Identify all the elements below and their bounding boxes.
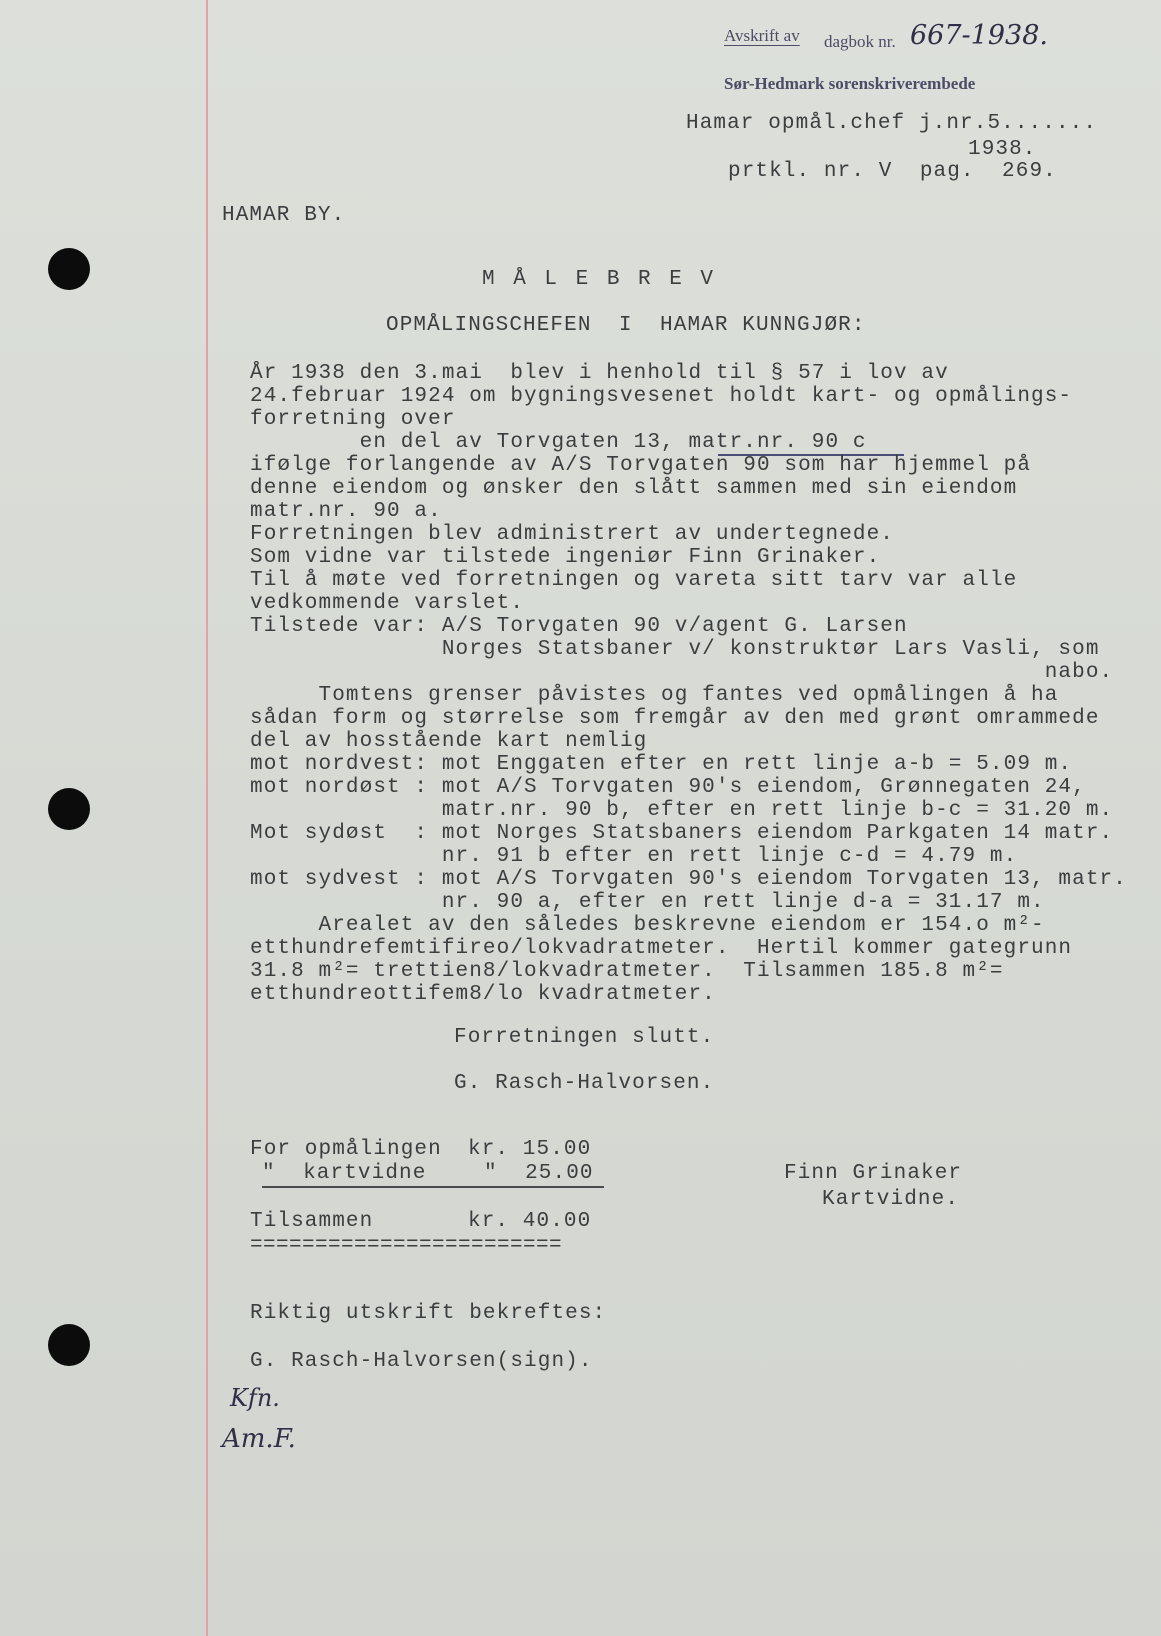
protocol-reference: prtkl. nr. V pag. 269. bbox=[728, 160, 1057, 183]
witness-name: Finn Grinaker bbox=[784, 1162, 963, 1185]
body-line: denne eiendom og ønsker den slått sammen med sin eiendom bbox=[250, 477, 1018, 500]
punch-hole bbox=[48, 1324, 90, 1366]
body-line: Tilstede var: A/S Torvgaten 90 v/agent G. Larsen bbox=[250, 615, 908, 638]
stamp-office: Sør-Hedmark sorenskriverembede bbox=[724, 74, 976, 93]
stamp-avskrift: Avskrift av bbox=[724, 26, 800, 45]
body-line: matr.nr. 90 b, efter en rett linje b-c = 31.20 m. bbox=[250, 799, 1114, 822]
body-line: 24.februar 1924 om bygningsvesenet holdt kart- og opmålings- bbox=[250, 385, 1073, 408]
certification-line: Riktig utskrift bekreftes: bbox=[250, 1302, 607, 1325]
fee-label: " kartvidne bbox=[262, 1162, 427, 1185]
total-amount: kr. 40.00 bbox=[468, 1210, 592, 1233]
witness-role: Kartvidne. bbox=[822, 1188, 960, 1211]
announcement-heading: OPMÅLINGSCHEFEN I HAMAR KUNNGJØR: bbox=[386, 314, 866, 337]
body-line: nr. 91 b efter en rett linje c-d = 4.79 m. bbox=[250, 845, 1018, 868]
body-line: Arealet av den således beskrevne eiendom er 154.o m²- bbox=[250, 914, 1045, 937]
body-line: Mot sydøst : mot Norges Statsbaners eiendom Parkgaten 14 matr. bbox=[250, 822, 1114, 845]
body-line: mot sydvest : mot A/S Torvgaten 90's eiendom Torvgaten 13, matr. bbox=[250, 868, 1127, 891]
total-label: Tilsammen bbox=[250, 1210, 374, 1233]
body-line: År 1938 den 3.mai blev i henhold til § 57 i lov av bbox=[250, 362, 949, 385]
body-line: en del av Torvgaten 13, matr.nr. 90 c bbox=[250, 431, 867, 454]
body-line: Norges Statsbaner v/ konstruktør Lars Vasli, som bbox=[250, 638, 1100, 661]
dagbok-number: 667-1938. bbox=[910, 20, 1048, 51]
fee-label: For opmålingen bbox=[250, 1138, 442, 1161]
body-line: 31.8 m²= trettien8/lokvadratmeter. Tilsammen 185.8 m²= bbox=[250, 960, 1004, 983]
stamp-dagbok: dagbok nr. bbox=[824, 32, 896, 51]
punch-hole bbox=[48, 248, 90, 290]
fee-amount: " 25.00 bbox=[484, 1162, 594, 1185]
body-line: nr. 90 a, efter en rett linje d-a = 31.17 m. bbox=[250, 891, 1045, 914]
body-line: etthundrefemtifireo/lokvadratmeter. Hertil kommer gategrunn bbox=[250, 937, 1073, 960]
body-line: nabo. bbox=[250, 661, 1114, 684]
body-line: Forretningen blev administrert av undertegnede. bbox=[250, 523, 894, 546]
fee-underline bbox=[262, 1186, 604, 1188]
signature: G. Rasch-Halvorsen. bbox=[454, 1072, 715, 1095]
body-line: del av hosstående kart nemlig bbox=[250, 730, 648, 753]
double-rule: ======================== bbox=[250, 1234, 563, 1257]
body-line: matr.nr. 90 a. bbox=[250, 500, 442, 523]
body-line: Til å møte ved forretningen og vareta sitt tarv var alle bbox=[250, 569, 1018, 592]
place-heading: HAMAR BY. bbox=[222, 204, 346, 227]
margin-line bbox=[206, 0, 208, 1636]
handwritten-initials: Kfn. bbox=[230, 1384, 280, 1412]
certification-signature: G. Rasch-Halvorsen(sign). bbox=[250, 1350, 593, 1373]
fee-amount: kr. 15.00 bbox=[468, 1138, 592, 1161]
journal-year: 1938. bbox=[968, 138, 1037, 161]
journal-reference: Hamar opmål.chef j.nr.5....... bbox=[686, 112, 1098, 135]
body-line: Som vidne var tilstede ingeniør Finn Grinaker. bbox=[250, 546, 881, 569]
document-title: M Å L E B R E V bbox=[482, 268, 717, 291]
body-line: etthundreottifem8/lo kvadratmeter. bbox=[250, 983, 716, 1006]
punch-hole bbox=[48, 788, 90, 830]
body-line: vedkommende varslet. bbox=[250, 592, 525, 615]
body-line: Tomtens grenser påvistes og fantes ved opmålingen å ha bbox=[250, 684, 1059, 707]
body-line: forretning over bbox=[250, 408, 456, 431]
closing-line: Forretningen slutt. bbox=[454, 1026, 715, 1049]
body-line: mot nordvest: mot Enggaten efter en rett linje a-b = 5.09 m. bbox=[250, 753, 1073, 776]
handwritten-initials: Am.F. bbox=[222, 1424, 296, 1454]
body-line: sådan form og størrelse som fremgår av den med grønt omrammede bbox=[250, 707, 1100, 730]
body-line: mot nordøst : mot A/S Torvgaten 90's eiendom, Grønnegaten 24, bbox=[250, 776, 1086, 799]
body-line: ifølge forlangende av A/S Torvgaten 90 som har hjemmel på bbox=[250, 454, 1032, 477]
